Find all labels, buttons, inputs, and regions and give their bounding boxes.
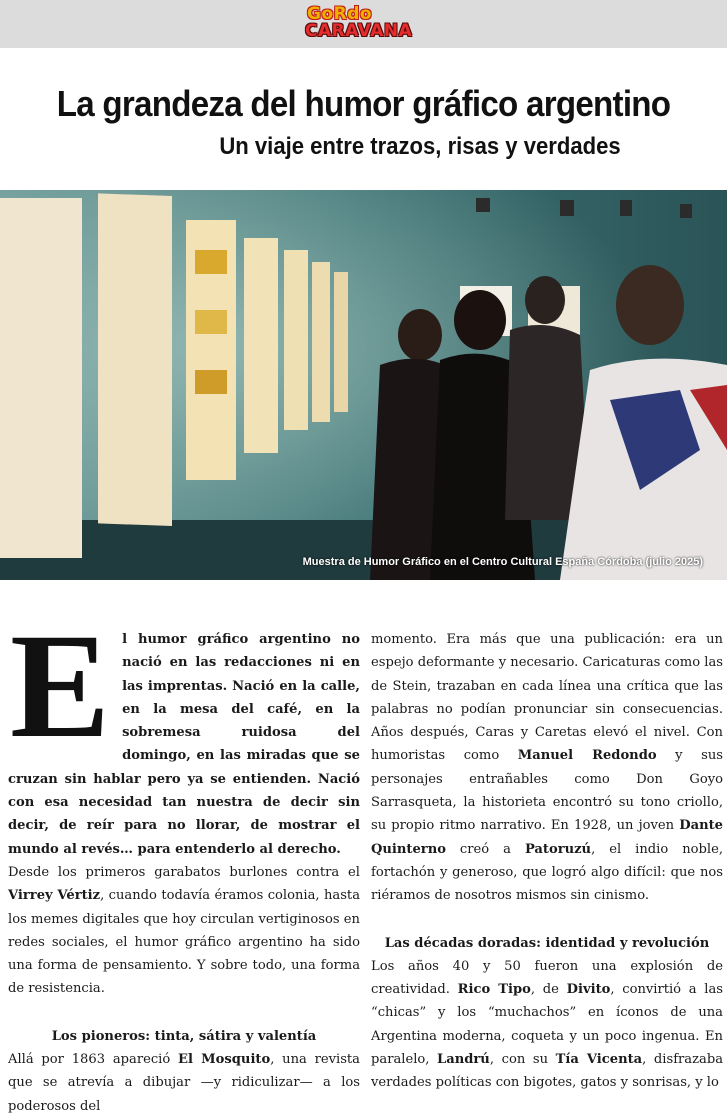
paragraph-1: Desde los primeros garabatos burlones contra el Virrey Vértiz, cuando todavía éramos colonia, hasta los memes digitales que hoy circulan vertiginosos en redes sociales, el humor gráfico argentino ha sido una forma de pensamiento. Y sobre todo, una forma de resistencia. [8, 864, 360, 997]
highlight-el-mosquito: El Mosquito [178, 1052, 271, 1068]
photo-caption: Muestra de Humor Gráfico en el Centro Cultural España Córdoba (julio 2025) [302, 556, 703, 568]
highlight-virrey-vertiz: Virrey Vértiz [8, 888, 101, 904]
highlight-manuel-redondo: Manuel Redondo [517, 748, 657, 764]
highlight-tia-vicenta: Tía Vicenta [555, 1052, 643, 1068]
highlight-dante-quinterno: Dante Quinterno [371, 818, 723, 857]
paragraph-2-start: Allá por 1863 apareció El Mosquito, una revista que se atrevía a dibujar —y ridiculizar— a los poderosos del [8, 1052, 360, 1114]
intro-text: l humor gráfico argentino no nació en las redacciones ni en las imprentas. Nació en la calle, en la mesa del café, en la sobremesa ruidosa del domingo, en las miradas que se cruzan sin hablar pero ya se entienden. Nació con esa necesidad tan nuestra de decir sin decir, de reír para no llorar, de mostrar el mundo al revés… para entenderlo al derecho. [8, 632, 360, 857]
intro-paragraph [8, 603, 360, 861]
highlight-landru: Landrú [437, 1052, 490, 1068]
section-heading-decadas: Las décadas doradas: identidad y revolución [384, 935, 710, 951]
paragraph-3: Los años 40 y 50 fueron una explosión de creatividad. Rico Tipo, de Divito, convirtió a las “chicas” y los “muchachos” en íconos de una Argentina moderna, coqueta y un poco ingenua. En paralelo, Landrú, con su Tía Vicenta, disfrazaba verdades políticas con bigotes, gatos y sonrisas, y lo [371, 958, 724, 1091]
logo-line-2: CARAVANA [305, 21, 413, 41]
logo-line-1: GoRdo [307, 4, 373, 24]
highlight-patoruzu: Patoruzú [524, 841, 592, 857]
article-subtitle: Un viaje entre trazos, risas y verdades [219, 133, 621, 160]
paragraph-2-continued: momento. Era más que una publicación: era un espejo deformante y necesario. Caricaturas como las de Stein, trazaban en cada línea una crítica que las palabras no podían pronunciar sin consecuencias. Años después, Caras y Caretas elevó el nivel. Con humoristas como Manuel Redondo y sus personajes entrañables como Don Goyo Sarrasqueta, la historieta encontró su tono criollo, su propio ritmo narrativo. En 1928, un joven Dante Quinterno creó a Patoruzú, el indio noble, fortachón y generoso, que logró algo difícil: que nos riéramos de nosotros mismos sin cinismo. [371, 632, 724, 904]
article-title: La grandeza del humor gráfico argentino [56, 83, 671, 124]
drop-cap: E [10, 603, 111, 769]
exhibition-photo-illustration [0, 190, 727, 580]
top-bar [0, 0, 727, 48]
highlight-divito: Divito [566, 982, 611, 998]
exhibition-photo [0, 190, 727, 580]
highlight-rico-tipo: Rico Tipo [457, 982, 531, 998]
article-column-left [8, 603, 360, 1118]
article-column-right [371, 628, 723, 1095]
magazine-logo[interactable] [305, 6, 423, 42]
section-heading-pioneros: Los pioneros: tinta, sátira y valentía [51, 1028, 317, 1044]
